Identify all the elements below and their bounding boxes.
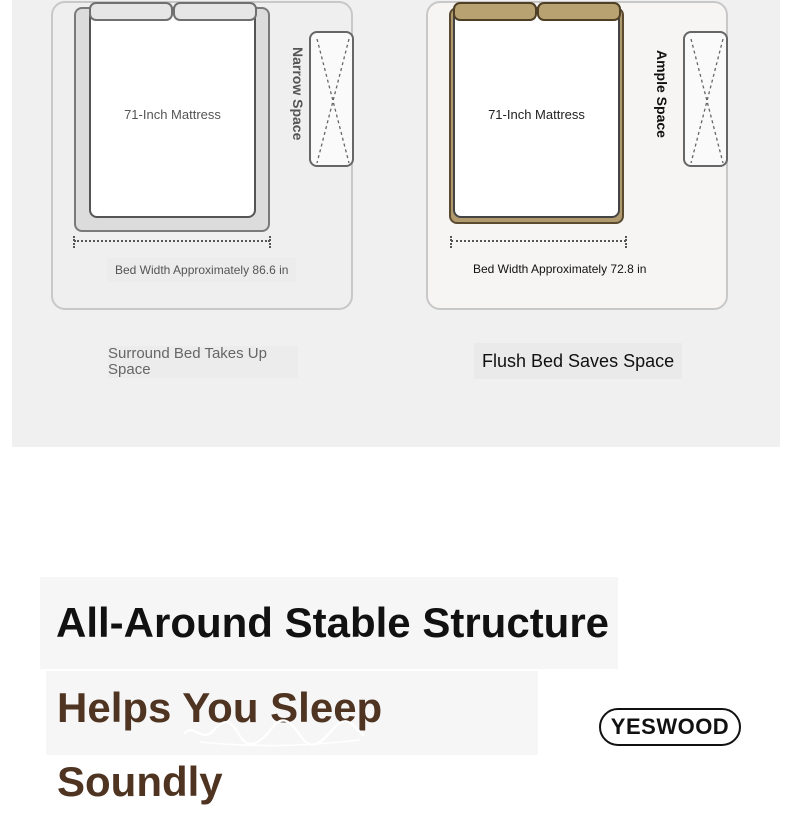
signature-scribble-icon bbox=[180, 714, 370, 748]
surround-width-dimension bbox=[74, 240, 270, 242]
flush-pillow-left bbox=[453, 2, 537, 21]
surround-pillow-right bbox=[173, 2, 257, 21]
headline-line-1: All-Around Stable Structure bbox=[40, 577, 618, 669]
flush-mattress-label: 71-Inch Mattress bbox=[488, 107, 585, 122]
surround-width-label: Bed Width Approximately 86.6 in bbox=[107, 258, 296, 282]
surround-caption: Surround Bed Takes Up Space bbox=[108, 346, 298, 378]
flush-caption: Flush Bed Saves Space bbox=[474, 343, 682, 379]
surround-space-label: Narrow Space bbox=[290, 47, 306, 141]
surround-pillow-left bbox=[89, 2, 173, 21]
flush-width-label: Bed Width Approximately 72.8 in bbox=[465, 257, 654, 281]
flush-pillow-right bbox=[537, 2, 621, 21]
flush-space-label: Ample Space bbox=[654, 50, 670, 138]
nightstand-cross-icon bbox=[685, 33, 730, 169]
headline-line-2: Helps You Sleep Soundly bbox=[46, 671, 538, 755]
brand-logo: YESWOOD bbox=[599, 708, 741, 746]
surround-nightstand bbox=[309, 31, 354, 167]
flush-nightstand bbox=[683, 31, 728, 167]
surround-mattress-label: 71-Inch Mattress bbox=[124, 107, 221, 122]
flush-width-dimension bbox=[451, 240, 626, 242]
nightstand-cross-icon bbox=[311, 33, 356, 169]
